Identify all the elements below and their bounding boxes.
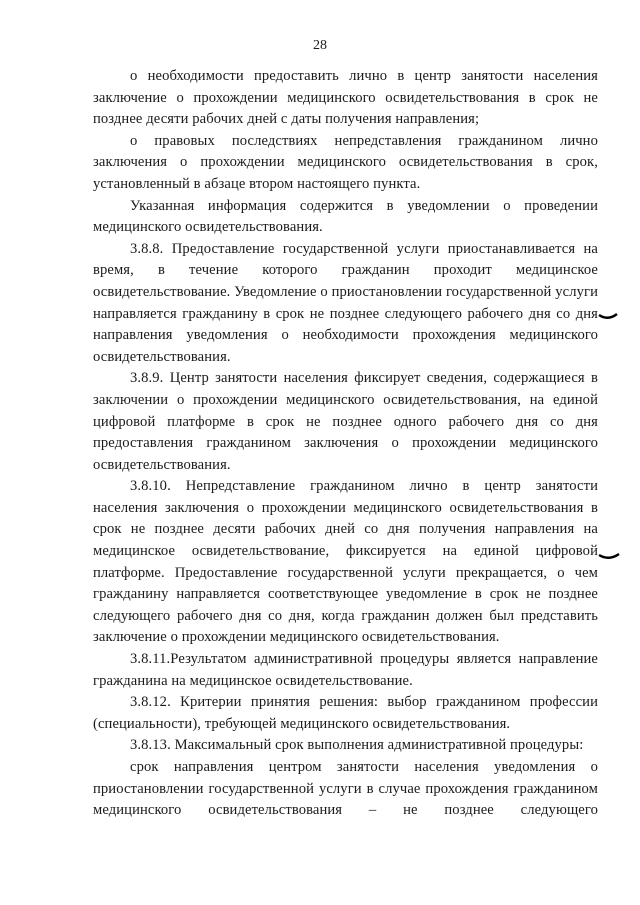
paragraph-3-8-9: 3.8.9. Центр занятости населения фиксирует сведения, содержащиеся в заключении о прохождении медицинского освидетельствования, на единой цифровой платформе в срок не позднее одного рабочего дня со дня предоставления гражданином заключения о прохождении медицинского освидетельствования.	[93, 370, 598, 473]
scan-mark	[598, 552, 620, 562]
document-body	[93, 66, 598, 822]
paragraph-3-8-11: 3.8.11.Результатом административной процедуры является направление гражданина на медицинское освидетельствование.	[93, 651, 598, 689]
page-number: 28	[313, 38, 327, 53]
paragraph-legal-consequences: о правовых последствиях непредставления гражданином лично заключения о прохождении медицинского освидетельствования в срок, установленный в абзаце втором настоящего пункта.	[93, 132, 598, 192]
scan-mark	[598, 312, 618, 322]
paragraph-notification-info: Указанная информация содержится в уведомлении о проведении медицинского освидетельствования.	[93, 197, 598, 236]
paragraph-3-8-8: 3.8.8. Предоставление государственной услуги приостанавливается на время, в течение которого гражданин проходит медицинское освидетельствование. Уведомление о приостановлении государственной услуги направляется гражданину в срок не позднее следующего рабочего дня со дня направления уведомления о необходимости прохождения медицинского освидетельствования.	[93, 240, 598, 365]
paragraph-deadline: срок направления центром занятости населения уведомления о приостановлении государственной услуги в случае прохождения гражданином медицинского освидетельствования – не позднее следующего	[93, 759, 598, 819]
paragraph-3-8-12: 3.8.12. Критерии принятия решения: выбор гражданином профессии (специальности), требующей медицинского освидетельствования.	[93, 694, 598, 732]
paragraph-3-8-10: 3.8.10. Непредставление гражданином лично в центр занятости населения заключения о прохождении медицинского освидетельствования в срок не позднее десяти рабочих дней со дня получения направления на медицинское освидетельствование, фиксируется на единой цифровой платформе. Предоставление государственной услуги прекращается, о чем гражданину направляется соответствующее уведомление в срок не позднее следующего рабочего дня со дня, когда гражданин должен был представить заключение о прохождении медицинского освидетельствования.	[93, 478, 598, 646]
paragraph-3-8-13: 3.8.13. Максимальный срок выполнения административной процедуры:	[130, 737, 584, 754]
paragraph-necessity: о необходимости предоставить лично в центр занятости населения заключение о прохождении медицинского освидетельствования в срок не позднее десяти рабочих дней с даты получения направления;	[93, 68, 598, 128]
